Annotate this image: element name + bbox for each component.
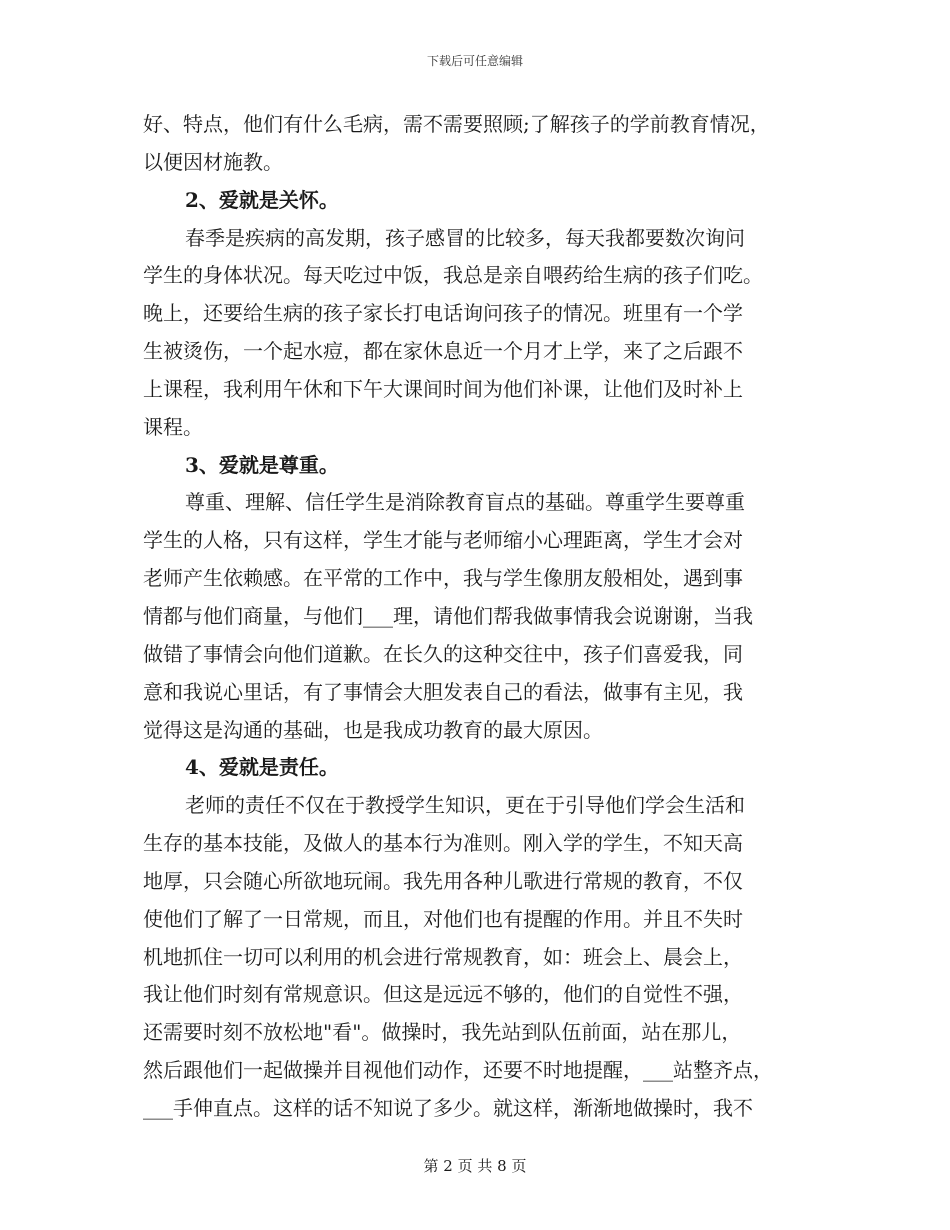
body-text-line: 地厚，只会随心所欲地玩闹。我先用各种儿歌进行常规的教育，不仅: [143, 868, 743, 893]
body-text-line: 好、特点，他们有什么毛病，需不需要照顾;了解孩子的学前教育情况，: [143, 112, 770, 136]
body-text-line: 使他们了解了一日常规，而且，对他们也有提醒的作用。并且不失时: [143, 906, 743, 931]
page-footer: 第 2 页 共 8 页: [423, 1157, 527, 1175]
body-text-line: 机地抓住一切可以利用的机会进行常规教育，如：班会上、晨会上，: [143, 944, 743, 969]
body-text-line: 学生的人格，只有这样，学生才能与老师缩小心理距离，学生才会对: [143, 528, 743, 553]
body-text-line: 然后跟他们一起做操并目视他们动作，还要不时地提醒，___站整齐点，: [143, 1058, 773, 1083]
body-text-line: 以便因材施教。: [143, 149, 283, 174]
body-text-line: 老师的责任不仅在于教授学生知识，更在于引导他们学会生活和: [185, 793, 745, 818]
body-text-line: 课程。: [143, 414, 203, 439]
section-heading: 3、爱就是尊重。: [185, 452, 339, 477]
section-heading: 4、爱就是责任。: [185, 755, 339, 780]
body-text-line: 还需要时刻不放松地"看"。做操时，我先站到队伍前面，站在那儿，: [143, 1020, 742, 1045]
body-text-line: 生被烫伤，一个起水痘，都在家休息近一个月才上学，来了之后跟不: [143, 339, 743, 364]
body-text-line: 上课程，我利用午休和下午大课间时间为他们补课，让他们及时补上: [143, 376, 743, 401]
body-text-line: 学生的身体状况。每天吃过中饭，我总是亲自喂药给生病的孩子们吃。: [143, 263, 763, 288]
body-text-line: 生存的基本技能，及做人的基本行为准则。刚入学的学生，不知天高: [143, 831, 743, 856]
body-text-line: 晚上，还要给生病的孩子家长打电话询问孩子的情况。班里有一个学: [143, 301, 743, 326]
body-text-line: 尊重、理解、信任学生是消除教育盲点的基础。尊重学生要尊重: [185, 490, 745, 515]
body-text-line: 我让他们时刻有常规意识。但这是远远不够的，他们的自觉性不强，: [143, 982, 743, 1007]
body-text-line: 老师产生依赖感。在平常的工作中，我与学生像朋友般相处，遇到事: [143, 566, 743, 591]
body-text-line: 做错了事情会向他们道歉。在长久的这种交往中，孩子们喜爱我，同: [143, 641, 743, 666]
body-text-line: 情都与他们商量，与他们___理，请他们帮我做事情我会说谢谢，当我: [143, 603, 753, 628]
body-text-line: 意和我说心里话，有了事情会大胆发表自己的看法，做事有主见，我: [143, 679, 743, 704]
section-heading: 2、爱就是关怀。: [185, 187, 339, 212]
body-text-line: ___手伸直点。这样的话不知说了多少。就这样，渐渐地做操时，我不: [143, 1095, 753, 1120]
document-body: [143, 106, 813, 1128]
body-text-line: 春季是疾病的高发期，孩子感冒的比较多，每天我都要数次询问: [185, 225, 745, 250]
page-header: 下载后可任意编辑: [426, 54, 523, 68]
body-text-line: 觉得这是沟通的基础，也是我成功教育的最大原因。: [143, 717, 603, 742]
